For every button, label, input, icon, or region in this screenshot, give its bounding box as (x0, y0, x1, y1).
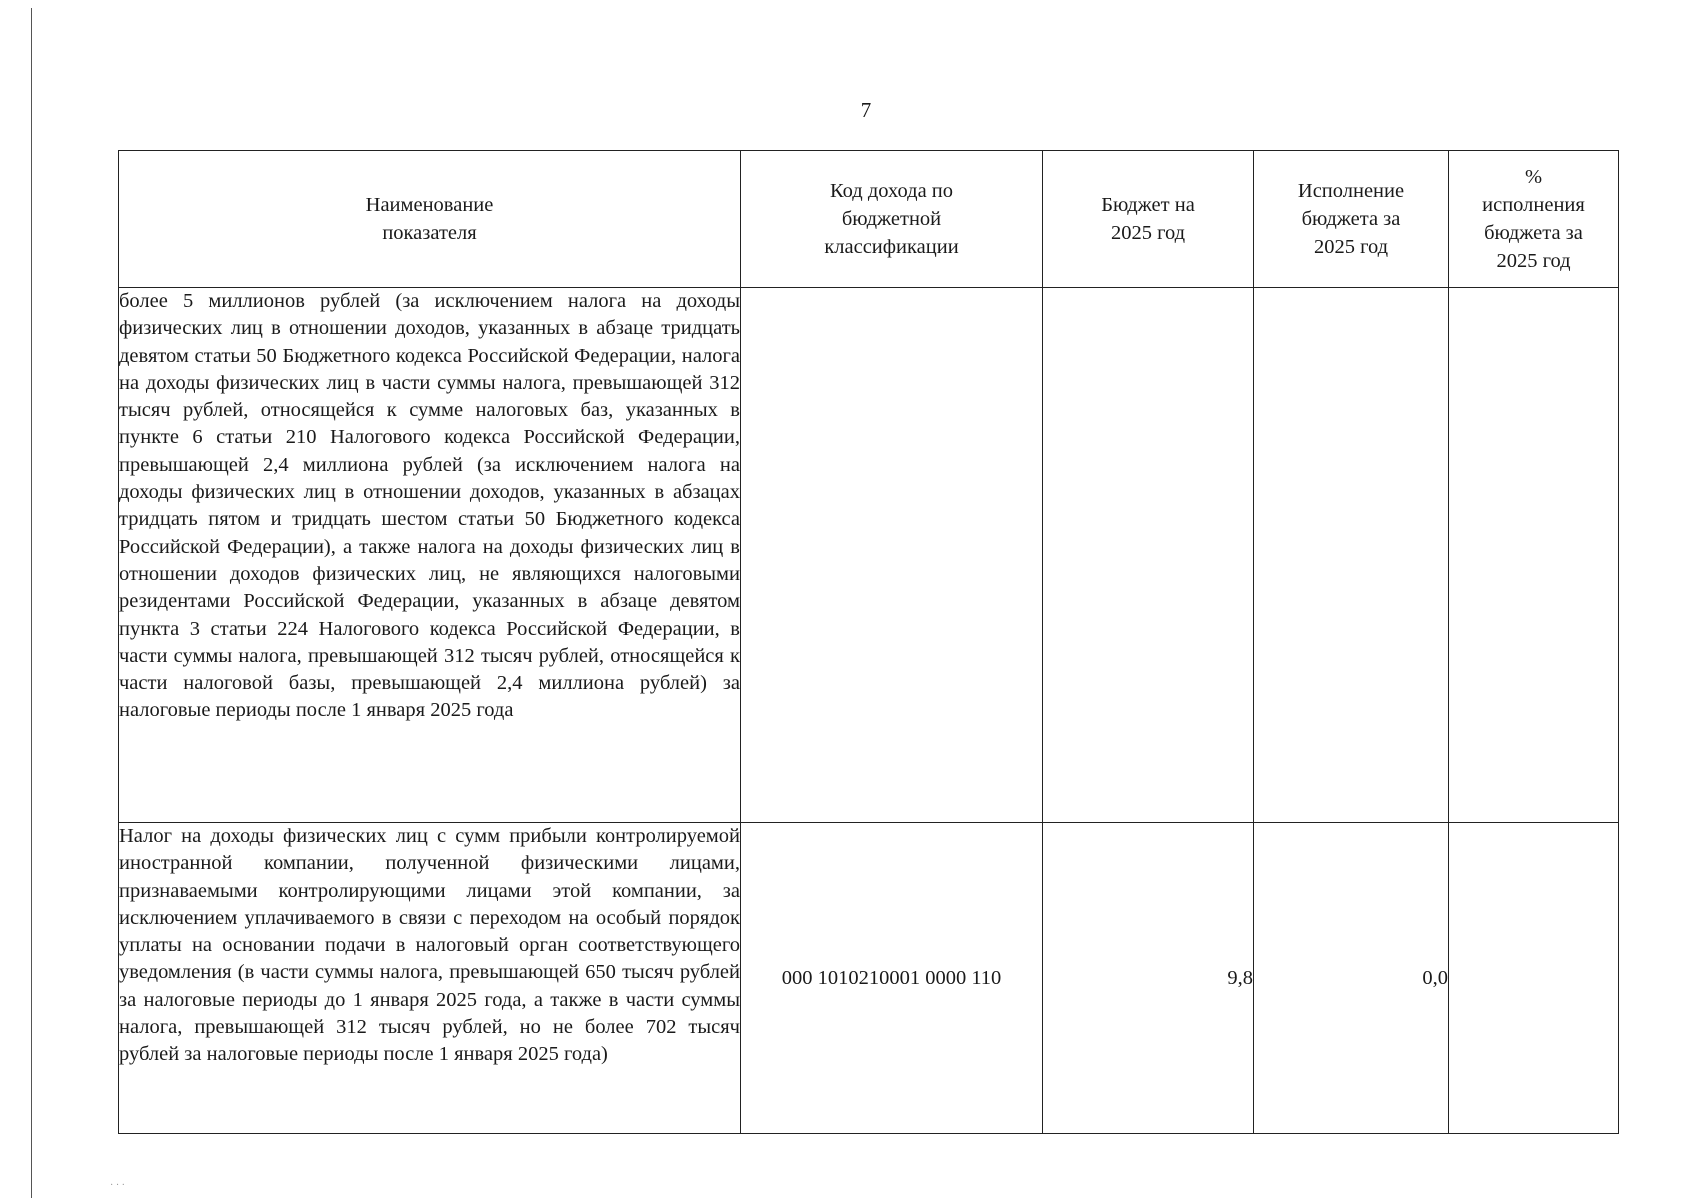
scan-specks: · · · (110, 1180, 125, 1191)
budget-table (118, 150, 1619, 1134)
header-execution-text: Исполнение бюджета за 2025 год (1297, 180, 1405, 258)
row-execution (1254, 288, 1449, 823)
header-name (119, 151, 741, 288)
table-row (119, 288, 1619, 823)
header-budget-text: Бюджет на 2025 год (1101, 194, 1195, 244)
row-execution: 0,0 (1254, 823, 1449, 1134)
header-code-text: Код дохода по бюджетной классификации (824, 180, 959, 258)
table-header-row (119, 151, 1619, 288)
row-name: Налог на доходы физических лиц с сумм прибыли контролируемой иностранной компании, полученной физическими лицами, признаваемыми контролирующими лицами этой компании, за исключением уплачиваемого в связи с переходом на особый порядок уплаты на основании подачи в налоговый орган соответствующего уведомления (в части суммы налога, превышающей 650 тысяч рублей за налоговые периоды до 1 января 2025 года, а также в части суммы налога, превышающей 312 тысяч рублей, но не более 702 тысяч рублей за налоговые периоды после 1 января 2025 года) (119, 823, 741, 1134)
page-number: 7 (860, 98, 872, 122)
page-left-edge-line (31, 8, 32, 1198)
header-execution (1254, 151, 1449, 288)
header-code (741, 151, 1043, 288)
row-code: 000 1010210001 0000 110 (741, 823, 1043, 1134)
row-percent (1449, 823, 1619, 1134)
header-percent (1449, 151, 1619, 288)
table-row (119, 823, 1619, 1134)
row-budget (1043, 288, 1254, 823)
row-code (741, 288, 1043, 823)
header-budget (1043, 151, 1254, 288)
row-percent (1449, 288, 1619, 823)
header-percent-text: % исполнения бюджета за 2025 год (1482, 166, 1585, 272)
header-name-text: Наименование показателя (365, 194, 494, 244)
row-name: более 5 миллионов рублей (за исключением налога на доходы физических лиц в отношении доходов, указанных в абзаце тридцать девятом статьи 50 Бюджетного кодекса Российской Федерации, налога на доходы физических лиц в части суммы налога, превышающей 312 тысяч рублей, относящейся к сумме налоговых баз, указанных в пункте 6 статьи 210 Налогового кодекса Российской Федерации, превышающей 2,4 миллиона рублей (за исключением налога на доходы физических лиц в отношении доходов, указанных в абзацах тридцать пятом и тридцать шестом статьи 50 Бюджетного кодекса Российской Федерации), а также налога на доходы физических лиц в отношении доходов физических лиц, не являющихся налоговыми резидентами Российской Федерации, указанных в абзаце девятом пункта 3 статьи 224 Налогового кодекса Российской Федерации, в части суммы налога, превышающей 312 тысяч рублей, относящейся к части налоговой базы, превышающей 2,4 миллиона рублей) за налоговые периоды после 1 января 2025 года (119, 288, 741, 823)
row-budget: 9,8 (1043, 823, 1254, 1134)
